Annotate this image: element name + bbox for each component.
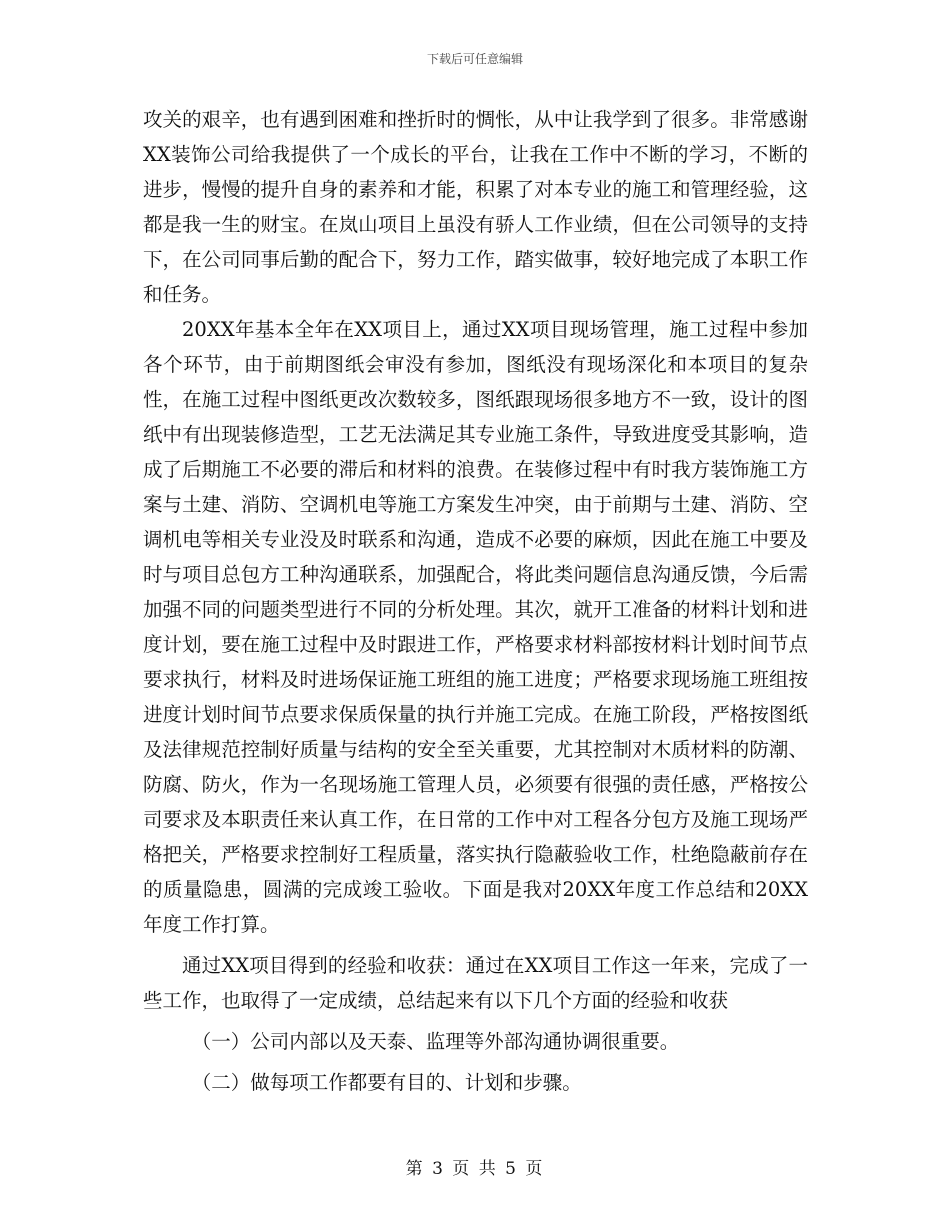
paragraph-1: 攻关的艰辛，也有遇到困难和挫折时的惆怅，从中让我学到了很多。非常感谢XX装饰公司给我提供了一个成长的平台，让我在工作中不断的学习，不断的进步，慢慢的提升自身的素养和才能，积累了对本专业的施工和管理经验，这都是我一生的财宝。在岚山项目上虽没有骄人工作业绩，但在公司领导的支持下，在公司同事后勤的配合下，努力工作，踏实做事，较好地完成了本职工作和任务。: [143, 108, 808, 306]
list-item-1: （一）公司内部以及天泰、监理等外部沟通协调很重要。: [191, 1030, 680, 1053]
paragraph-2: 20XX年基本全年在XX项目上，通过XX项目现场管理，施工过程中参加各个环节，由于前期图纸会审没有参加，图纸没有现场深化和本项目的复杂性，在施工过程中图纸更改次数较多，图纸跟现场很多地方不一致，设计的图纸中有出现装修造型，工艺无法满足其专业施工条件，导致进度受其影响，造成了后期施工不必要的滞后和材料的浪费。在装修过程中有时我方装饰施工方案与土建、消防、空调机电等施工方案发生冲突，由于前期与土建、消防、空调机电等相关专业没及时联系和沟通，造成不必要的麻烦，因此在施工中要及时与项目总包方工种沟通联系，加强配合，将此类问题信息沟通反馈，今后需加强不同的问题类型进行不同的分析处理。其次，就开工准备的材料计划和进度计划，要在施工过程中及时跟进工作，严格要求材料部按材料计划时间节点要求执行，材料及时进场保证施工班组的施工进度；严格要求现场施工班组按进度计划时间节点要求保质保量的执行并施工完成。在施工阶段，严格按图纸及法律规范控制好质量与结构的安全至关重要，尤其控制对木质材料的防潮、防腐、防火，作为一名现场施工管理人员，必须要有很强的责任感，严格按公司要求及本职责任来认真工作，在日常的工作中对工程各分包方及施工现场严格把关，严格要求控制好工程质量，落实执行隐蔽验收工作，杜绝隐蔽前存在的质量隐患，圆满的完成竣工验收。下面是我对20XX年度工作总结和20XX年度工作打算。: [143, 318, 808, 936]
page-number-footer: 第 3 页 共 5 页: [405, 1159, 545, 1179]
list-item-2: （二）做每项工作都要有目的、计划和步骤。: [191, 1071, 582, 1094]
paragraph-3: 通过XX项目得到的经验和收获：通过在XX项目工作这一年来，完成了一些工作，也取得了一定成绩，总结起来有以下几个方面的经验和收获: [143, 954, 808, 1012]
page-header: 下载后可任意编辑: [426, 52, 523, 66]
document-body: [143, 102, 808, 1100]
